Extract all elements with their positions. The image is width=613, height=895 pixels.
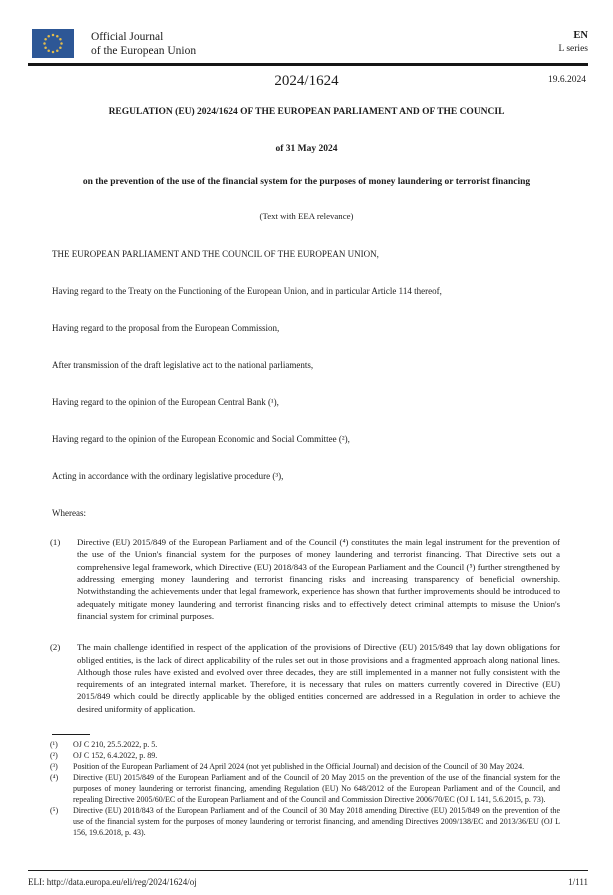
language-code: EN <box>573 30 588 41</box>
footnote-marker: (³) <box>50 762 58 771</box>
footnotes <box>50 739 560 838</box>
footnote-marker: (⁴) <box>50 773 59 782</box>
publication-date: 19.6.2024 <box>548 75 586 86</box>
eli-link[interactable]: ELI: http://data.europa.eu/eli/reg/2024/1624/oj <box>28 877 197 887</box>
footnote-text: Directive (EU) 2018/843 of the European Parliament and of the Council of 30 May 2018 amending Directive (EU) 2015/849 on the prevention of the use of the financial system for the purposes of money laundering or terrorist financing, and amending Directives 2009/138/EC and 2013/36/EU (OJ L 156, 19.6.2018, p. 43). <box>73 806 560 837</box>
recital <box>50 536 560 622</box>
journal-name-line1: Official Journal <box>91 31 164 43</box>
preamble-line: Having regard to the proposal from the European Commission, <box>52 323 280 334</box>
series-label: L series <box>558 43 588 54</box>
page-number: 1/111 <box>568 877 588 887</box>
footnote <box>50 761 560 772</box>
recital-text: Directive (EU) 2015/849 of the European Parliament and of the Council (⁴) constitutes the main legal instrument for the prevention of the use of the Union's financial system for the purposes of money laundering and terrorist financing. That Directive sets out a comprehensive legal framework, which Directive (EU) 2018/843 of the European Parliament and the Council (⁵) further strengthened by addressing emerging money laundering and terrorist financing risks and increasing transparency of beneficial ownership. Notwithstanding the achievements under that legal framework, experience has shown that further improvements should be introduced to adequately mitigate money laundering and terrorist financing risks and to effectively detect criminal attempts to misuse the Union's financial system for criminal purposes. <box>77 537 560 621</box>
journal-name <box>91 29 196 58</box>
document-number: 2024/1624 <box>274 73 339 90</box>
footnote-text: Position of the European Parliament of 24 April 2024 (not yet published in the Official Journal) and decision of the Council of 30 May 2024. <box>73 762 525 771</box>
recital-number: (2) <box>50 642 61 653</box>
footnote <box>50 805 560 838</box>
masthead <box>32 29 588 58</box>
whereas-label: Whereas: <box>52 508 86 519</box>
footnote-marker: (²) <box>50 751 58 760</box>
footnote <box>50 739 560 750</box>
footer-rule <box>28 870 588 871</box>
recital-number: (1) <box>50 537 61 548</box>
recital-text: The main challenge identified in respect of the application of the provisions of Directive (EU) 2015/849 that lay down obligations for obliged entities, is the lack of direct applicability of the rules set out in those provisions and a fragmented approach along national lines. Although those rules have existed and evolved over three decades, they are still implemented in a manner not fully consistent with the requirements of an integrated internal market. Therefore, it is necessary that rules on matters currently covered in Directive (EU) 2015/849 which could be directly applicable by the obliged entities concerned are addressed in a Regulation in order to achieve the desired uniformity of application. <box>77 642 560 714</box>
preamble-line: Having regard to the Treaty on the Functioning of the European Union, and in particular Article 114 thereof, <box>52 286 442 297</box>
preamble-line: THE EUROPEAN PARLIAMENT AND THE COUNCIL OF THE EUROPEAN UNION, <box>52 249 379 260</box>
footnote-marker: (⁵) <box>50 806 59 815</box>
eu-flag-icon <box>32 29 74 58</box>
document-number-row <box>0 71 613 91</box>
preamble-line: Having regard to the opinion of the European Economic and Social Committee (²), <box>52 434 350 445</box>
language-series <box>559 29 588 55</box>
regulation-date-line: of 31 May 2024 <box>275 144 338 155</box>
preamble-line: After transmission of the draft legislative act to the national parliaments, <box>52 360 314 371</box>
journal-name-line2: of the European Union <box>91 45 197 58</box>
recitals <box>50 536 560 715</box>
preamble-line: Having regard to the opinion of the European Central Bank (¹), <box>52 397 279 408</box>
eea-relevance-note: (Text with EEA relevance) <box>259 211 354 222</box>
regulation-subject: on the prevention of the use of the financial system for the purposes of money laundering or terrorist financing <box>82 177 531 188</box>
preamble-line: Acting in accordance with the ordinary legislative procedure (³), <box>52 471 284 482</box>
regulation-title: REGULATION (EU) 2024/1624 OF THE EUROPEAN PARLIAMENT AND OF THE COUNCIL <box>108 107 505 118</box>
footnote-text: OJ C 152, 6.4.2022, p. 89. <box>73 751 158 760</box>
preamble <box>52 249 560 482</box>
page-footer <box>28 870 588 887</box>
footnote-text: Directive (EU) 2015/849 of the European Parliament and of the Council of 20 May 2015 on the prevention of the use of the financial system for the purposes of money laundering or terrorist financing, amending Regulation (EU) No 648/2012 of the European Parliament and of the Council, and repealing Directive 2005/60/EC of the European Parliament and of the Council and Commission Directive 2006/70/EC (OJ L 141, 5.6.2015, p. 73). <box>73 773 560 804</box>
footnote-text: OJ C 210, 25.5.2022, p. 5. <box>73 740 158 749</box>
footnote <box>50 750 560 761</box>
footnote-separator <box>52 734 90 735</box>
recital <box>50 641 560 715</box>
header-rule <box>28 63 588 66</box>
footnote <box>50 772 560 805</box>
footnote-marker: (¹) <box>50 740 58 749</box>
